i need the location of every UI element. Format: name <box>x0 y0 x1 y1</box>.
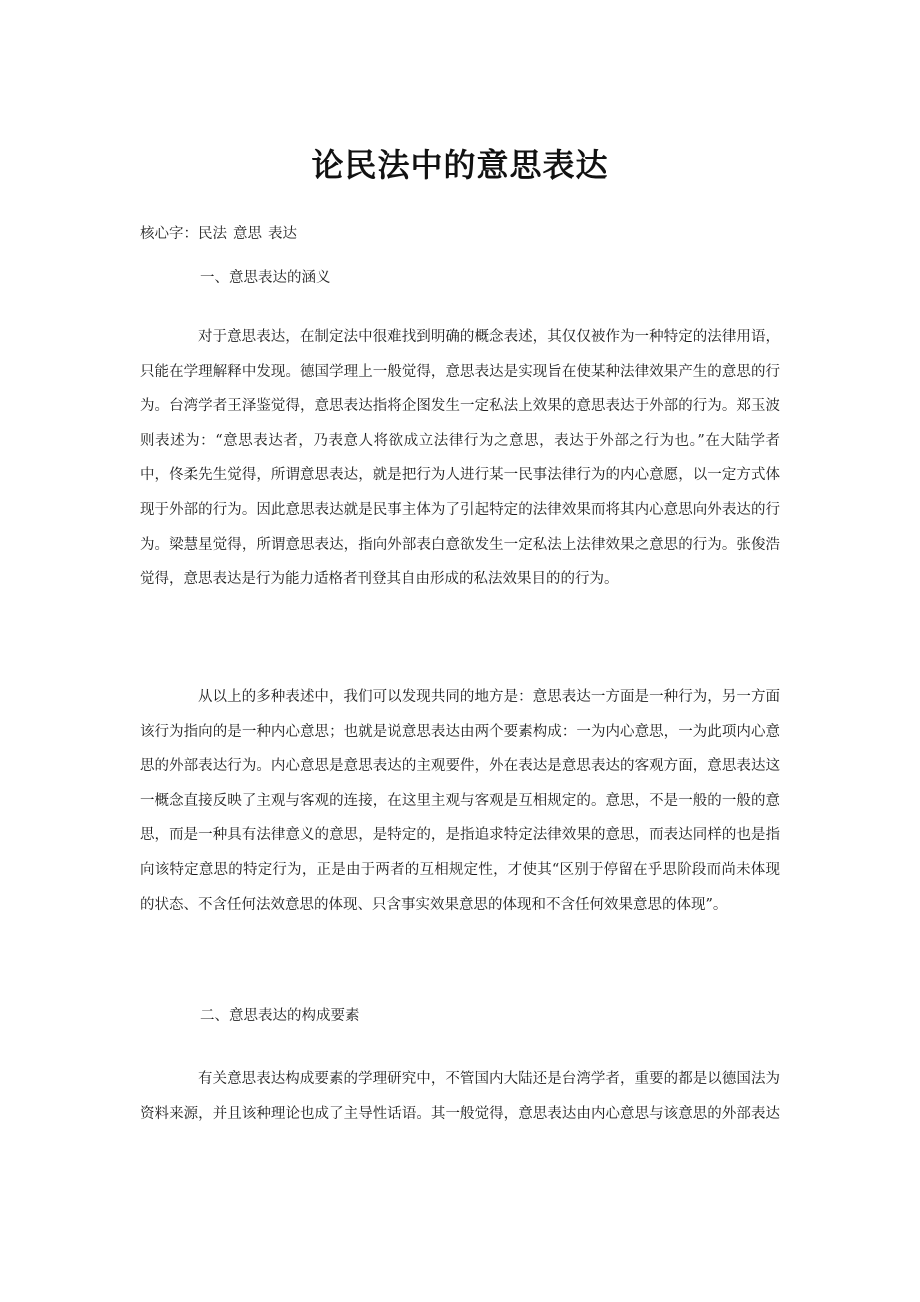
section-heading: 二、意思表达的构成要素 <box>200 1008 360 1024</box>
keyword-item: 意思 <box>233 226 262 242</box>
paragraph-line: 思，而是一种具有法律意义的意思，是特定的，是指追求特定法律效果的意思，而表达同样的也是指 <box>140 827 780 844</box>
paragraph-line: 为。台湾学者王泽鉴觉得，意思表达指将企图发生一定私法上效果的意思表达于外部的行为。郑玉波 <box>140 398 780 415</box>
keywords-label: 核心字： <box>140 226 198 242</box>
paragraph-line: 只能在学理解释中发现。德国学理上一般觉得，意思表达是实现旨在使某种法律效果产生的意思的行 <box>140 363 780 380</box>
keyword-item: 表达 <box>268 226 297 242</box>
paragraph-line: 思的外部表达行为。内心意思是意思表达的主观要件，外在表达是意思表达的客观方面，意思表达这 <box>140 758 780 775</box>
paragraph-line: 为。梁慧星觉得，所谓意思表达，指向外部表白意欲发生一定私法上法律效果之意思的行为。张俊浩 <box>140 536 780 553</box>
paragraph-line: 资料来源，并且该种理论也成了主导性话语。其一般觉得，意思表达由内心意思与该意思的外部表达 <box>140 1105 780 1122</box>
paragraph-line: 向该特定意思的特定行为，正是由于两者的互相规定性，才使其“区别于停留在乎思阶段而尚未体现 <box>140 861 780 878</box>
paragraph-line: 则表述为：“意思表达者，乃表意人将欲成立法律行为之意思，表达于外部之行为也。”在大陆学者 <box>140 432 780 449</box>
keywords-line <box>140 222 303 243</box>
paragraph-line: 从以上的多种表述中，我们可以发现共同的地方是：意思表达一方面是一种行为，另一方面 <box>198 689 780 705</box>
document-title: 论民法中的意思表达 <box>311 146 609 184</box>
keyword-item: 民法 <box>198 226 227 242</box>
paragraph-line: 中，佟柔先生觉得，所谓意思表达，就是把行为人进行某一民事法律行为的内心意愿，以一定方式体 <box>140 467 780 484</box>
paragraph-line: 觉得，意思表达是行为能力适格者刊登其自由形成的私法效果目的的行为。 <box>140 571 619 588</box>
paragraph-line: 现于外部的行为。因此意思表达就是民事主体为了引起特定的法律效果而将其内心意思向外表达的行 <box>140 501 780 518</box>
paragraph-line: 一概念直接反映了主观与客观的连接，在这里主观与客观是互相规定的。意思，不是一般的一般的意 <box>140 792 780 809</box>
paragraph-line: 该行为指向的是一种内心意思；也就是说意思表达由两个要素构成：一为内心意思，一为此项内心意 <box>140 723 780 740</box>
paragraph <box>140 320 780 597</box>
paragraph-line: 有关意思表达构成要素的学理研究中，不管国内大陆还是台湾学者，重要的都是以德国法为 <box>198 1071 780 1087</box>
paragraph <box>140 680 780 922</box>
paragraph <box>140 1062 780 1131</box>
paragraph-line: 对于意思表达，在制定法中很难找到明确的概念表述，其仅仅被作为一种特定的法律用语， <box>198 329 780 345</box>
section-heading: 一、意思表达的涵义 <box>200 270 331 286</box>
paragraph-line: 的状态、不含任何法效意思的体现、只含事实效果意思的体现和不含任何效果意思的体现”。 <box>140 896 728 913</box>
